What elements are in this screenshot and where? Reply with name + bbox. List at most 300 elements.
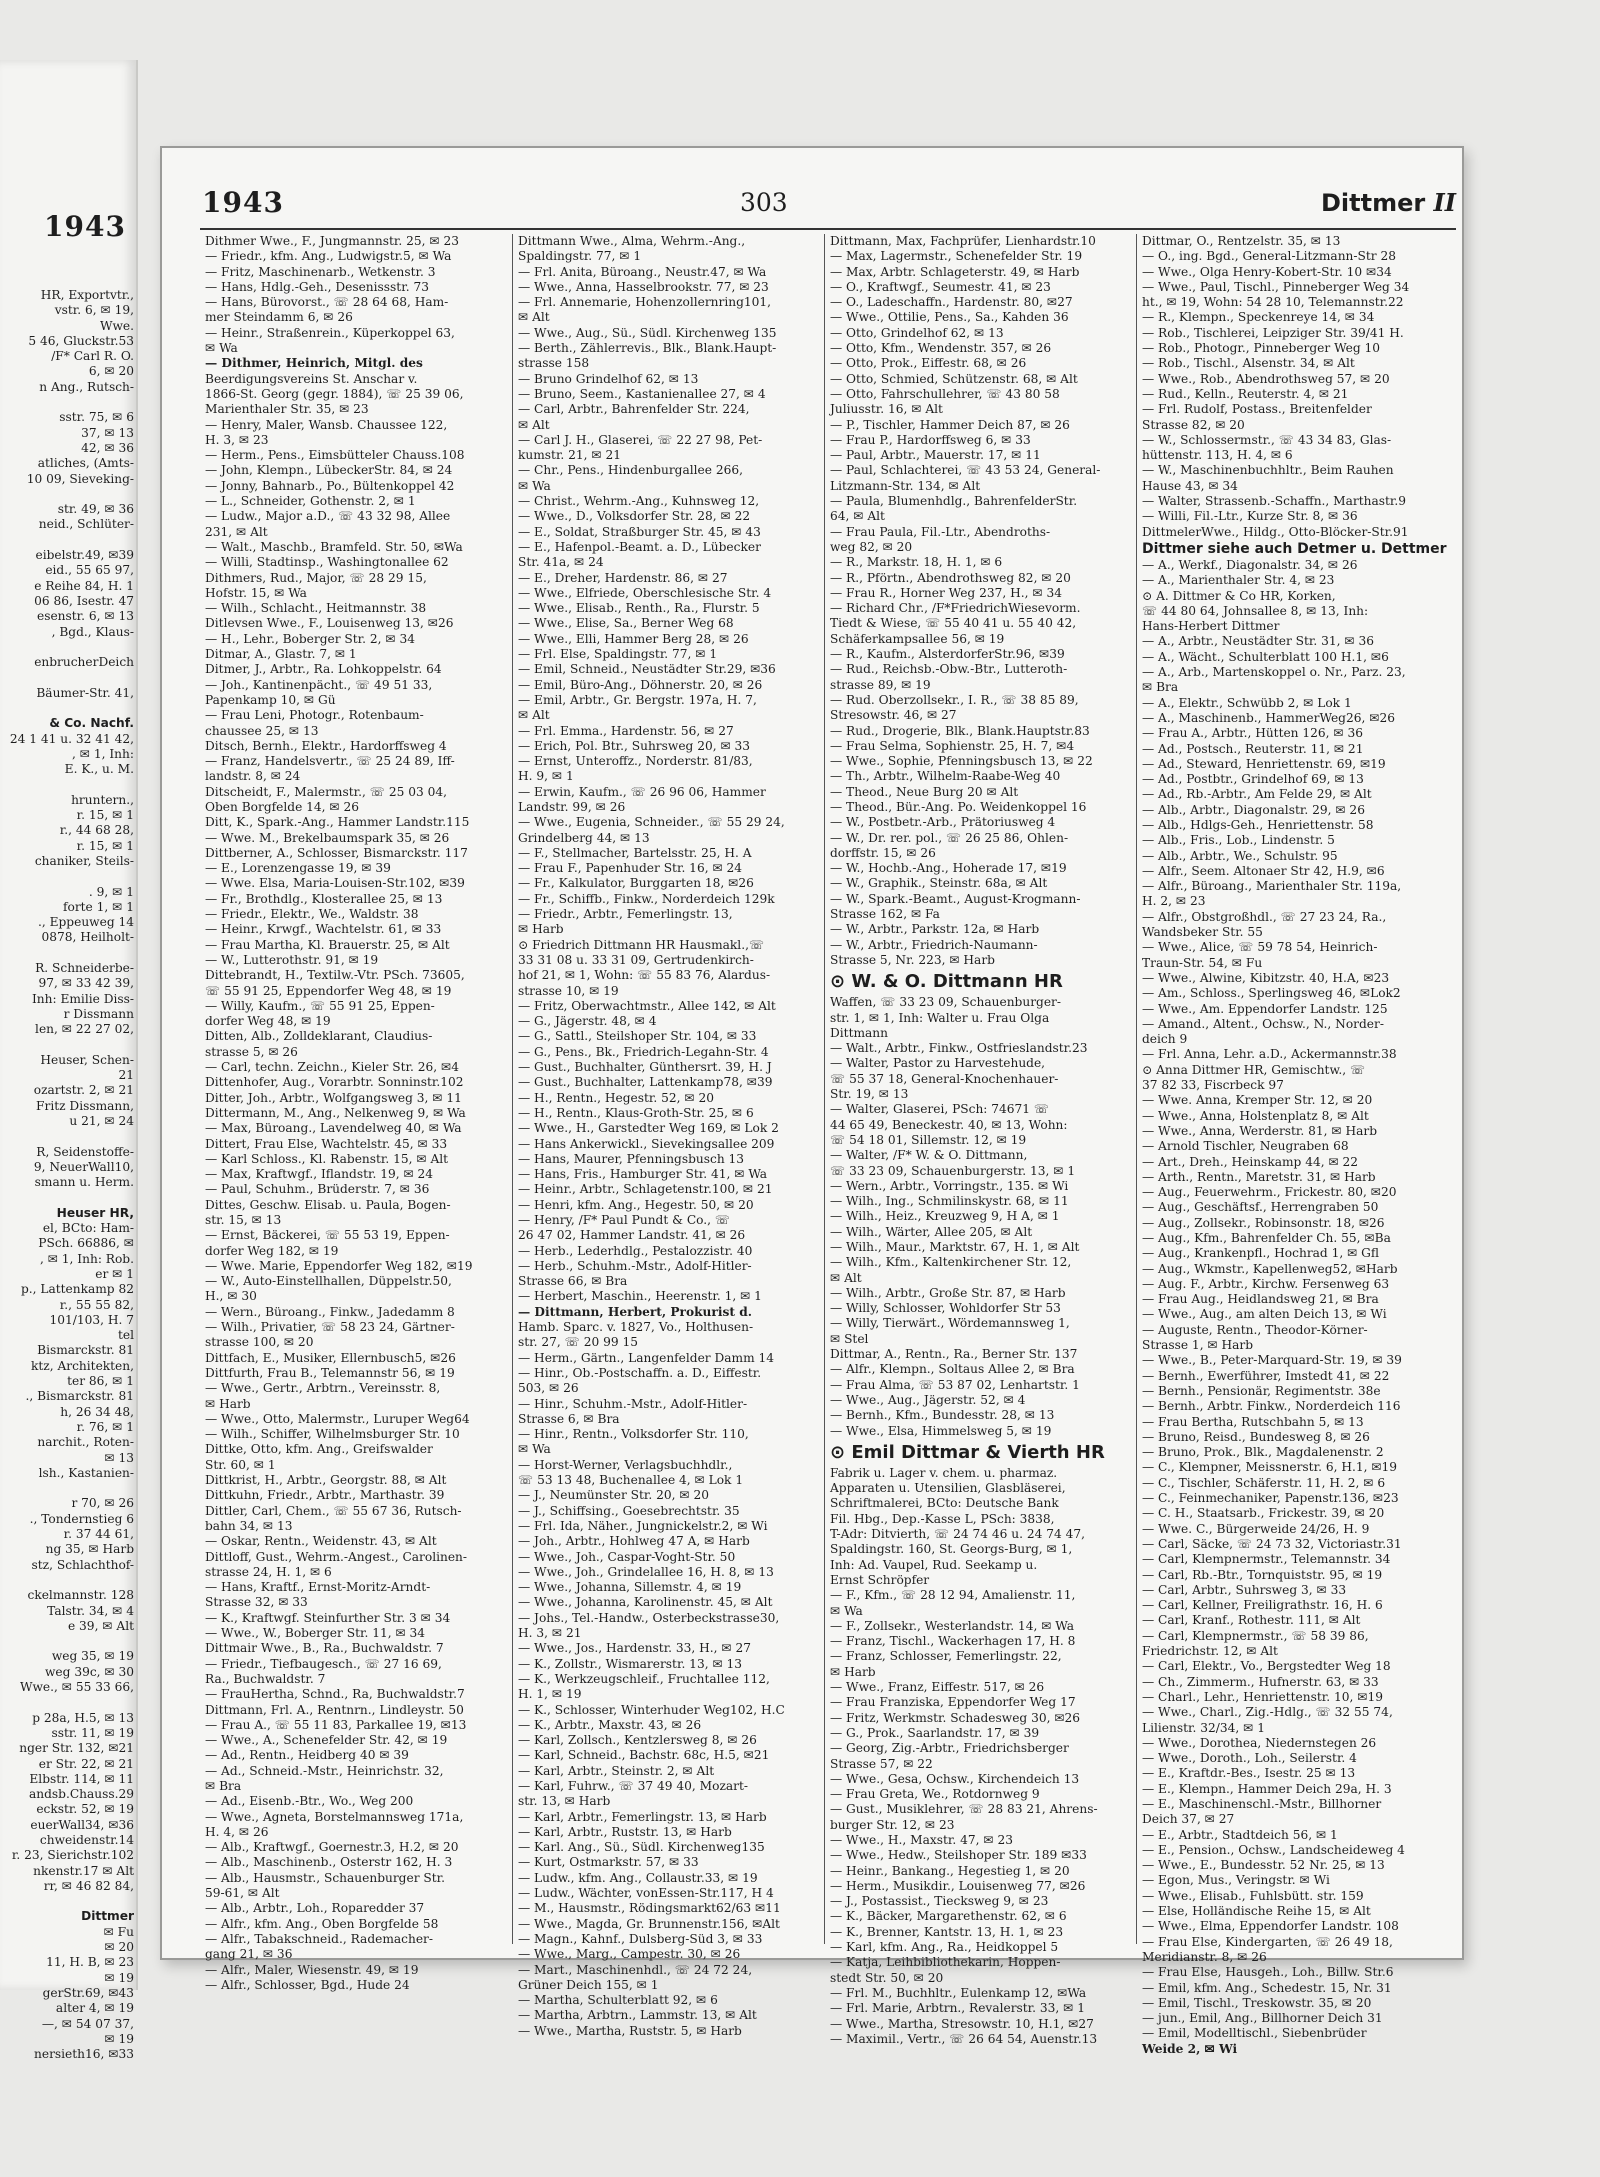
directory-entry: Marienthaler Str. 35, ✉ 23 <box>205 402 369 417</box>
directory-entry: — Wwe., Otto, Malermstr., Luruper Weg64 <box>205 1411 470 1426</box>
directory-entry: Litzmann-Str. 134, ✉ Alt <box>830 478 981 493</box>
directory-entry: — Chr., Pens., Hindenburgallee 266, <box>518 463 743 478</box>
left-page-line: 11, H. B, ✉ 23 <box>46 1955 134 1970</box>
directory-entry: deich 9 <box>1142 1032 1188 1047</box>
left-page-line: weg 39c, ✉ 30 <box>45 1664 134 1679</box>
left-page-line <box>0 1481 136 1496</box>
directory-entry: Strasse 32, ✉ 33 <box>205 1595 308 1610</box>
directory-entry: — Hans Ankerwickl., Sievekingsallee 209 <box>518 1136 775 1151</box>
left-page-line: r., 44 68 28, <box>59 823 134 838</box>
directory-entry: — Bruno Grindelhof 62, ✉ 13 <box>518 371 699 386</box>
directory-entry: — Otto, Kfm., Wendenstr. 357, ✉ 26 <box>830 341 1052 356</box>
directory-entry: — Carl, Klempnermstr., Telemannstr. 34 <box>1142 1552 1391 1567</box>
directory-entry: H. 1, ✉ 19 <box>518 1687 582 1702</box>
directory-entry: — Alb., Arbtr., We., Schulstr. 95 <box>1142 848 1338 863</box>
left-page-line: p., Lattenkamp 82 <box>20 1282 134 1297</box>
directory-entry: bahn 34, ✉ 13 <box>205 1518 293 1533</box>
left-page-line: sstr. 75, ✉ 6 <box>59 410 134 425</box>
directory-entry: Schriftmalerei, BCto: Deutsche Bank <box>830 1496 1059 1511</box>
directory-entry: — Frau Selma, Sophienstr. 25, H. 7, ✉4 <box>830 738 1075 753</box>
left-page-line: 0878, Heilholt- <box>41 930 134 945</box>
directory-entry: — Dithmer, Heinrich, Mitgl. des <box>205 356 423 371</box>
directory-entry: — Bruno, Seem., Kastanienallee 27, ✉ 4 <box>518 386 766 401</box>
left-page-line: E. K., u. M. <box>64 762 134 777</box>
directory-entry: str. 1, ✉ 1, Inh: Walter u. Frau Olga <box>830 1010 1050 1025</box>
directory-entry: — Hans, Fris., Hamburger Str. 41, ✉ Wa <box>518 1167 768 1182</box>
directory-entry: — Wilh., Arbtr., Große Str. 87, ✉ Harb <box>830 1285 1066 1300</box>
directory-entry: — Richard Chr., /F*FriedrichWiesevorm. <box>830 601 1081 616</box>
directory-entry: Dittermann, M., Ang., Nelkenweg 9, ✉ Wa <box>205 1105 466 1120</box>
left-page-line: 97, ✉ 33 42 39, <box>38 976 134 991</box>
directory-entry: — Otto, Prok., Eiffestr. 68, ✉ 26 <box>830 356 1027 371</box>
directory-entry: — O., Kraftwgf., Seumestr. 41, ✉ 23 <box>830 279 1051 294</box>
directory-entry: — Amand., Altent., Ochsw., N., Norder- <box>1142 1016 1384 1031</box>
directory-entry: ✉ Wa <box>830 1603 863 1618</box>
page-number: 303 <box>740 188 788 217</box>
directory-entry: — Wwe., Eugenia, Schneider., ☏ 55 29 24, <box>518 815 785 830</box>
directory-entry: — F., Zollsekr., Westerlandstr. 14, ✉ Wa <box>830 1618 1075 1633</box>
directory-entry: — Willi, Fil.-Ltr., Kurze Str. 8, ✉ 36 <box>1142 509 1358 524</box>
directory-entry: — W., Graphik., Steinstr. 68a, ✉ Alt <box>830 876 1048 891</box>
directory-entry: — Ch., Zimmerm., Hufnerstr. 63, ✉ 33 <box>1142 1674 1379 1689</box>
directory-entry: ✉ Harb <box>830 1664 876 1679</box>
directory-entry: — Frau Franziska, Eppendorfer Weg 17 <box>830 1695 1076 1710</box>
directory-entry: — Karl. Ang., Sü., Südl. Kirchenweg135 <box>518 1840 765 1855</box>
directory-entry: Spaldingstr. 160, St. Georgs-Burg, ✉ 1, <box>830 1542 1073 1557</box>
left-page-line: Dittmer <box>81 1909 134 1924</box>
left-page-line: 24 1 41 u. 32 41 42, <box>9 731 134 746</box>
directory-entry: — Otto, Fahrschullehrer, ☏ 43 80 58 <box>830 386 1060 401</box>
directory-entry: — Ad., Schneid.-Mstr., Heinrichstr. 32, <box>205 1763 444 1778</box>
directory-entry: — Frl. Ida, Näher., Jungnickelstr.2, ✉ Wi <box>518 1518 768 1533</box>
directory-entry: — Aug., Zollsekr., Robinsonstr. 18, ✉26 <box>1142 1215 1385 1230</box>
directory-entry: Dittmer siehe auch Detmer u. Dettmer <box>1142 540 1447 557</box>
directory-entry: — Arnold Tischler, Neugraben 68 <box>1142 1139 1349 1154</box>
left-page-line: ., Bismarckstr. 81 <box>25 1389 134 1404</box>
directory-entry: — Fritz, Maschinenarb., Wetkenstr. 3 <box>205 264 436 279</box>
directory-entry: 231, ✉ Alt <box>205 524 268 539</box>
left-page-line: str. 49, ✉ 36 <box>57 502 134 517</box>
directory-entry: Juliusstr. 16, ✉ Alt <box>830 402 943 417</box>
directory-entry: 44 65 49, Beneckestr. 40, ✉ 13, Wohn: <box>830 1117 1068 1132</box>
directory-entry: — Rud., Reichsb.-Obw.-Btr., Lutteroth- <box>830 662 1068 677</box>
left-page-line: ozartstr. 2, ✉ 21 <box>33 1083 134 1098</box>
left-page-line: 10 09, Sieveking- <box>26 471 134 486</box>
directory-entry: — Wilh., Ing., Schmilinskystr. 68, ✉ 11 <box>830 1194 1069 1209</box>
directory-entry: — Frau A., ☏ 55 11 83, Parkallee 19, ✉13 <box>205 1717 467 1732</box>
directory-entry: Strasse 82, ✉ 20 <box>1142 417 1245 432</box>
directory-entry: ✉ Wa <box>205 341 238 356</box>
directory-entry: — Frau Aug., Heidlandsweg 21, ✉ Bra <box>1142 1292 1379 1307</box>
directory-entry: — R., Markstr. 18, H. 1, ✉ 6 <box>830 555 1003 570</box>
left-page-line: p 28a, H.5, ✉ 13 <box>32 1710 134 1725</box>
directory-entry: — Herm., Gärtn., Langenfelder Damm 14 <box>518 1350 775 1365</box>
left-page-line: r 70, ✉ 26 <box>71 1496 134 1511</box>
directory-entry: — Heinr., Straßenrein., Küperkoppel 63, <box>205 325 455 340</box>
directory-entry: — Wwe., Elise, Sa., Berner Weg 68 <box>518 616 734 631</box>
directory-entry: — Mart., Maschinenhdl., ☏ 24 72 24, <box>518 1962 753 1977</box>
directory-entry: — Frl. Anna, Lehr. a.D., Ackermannstr.38 <box>1142 1047 1397 1062</box>
running-title-name: Dittmer <box>1320 189 1426 217</box>
directory-entry: — Wwe. M., Brekelbaumspark 35, ✉ 26 <box>205 830 450 845</box>
directory-entry: — Alfr., Klempn., Soltaus Allee 2, ✉ Bra <box>830 1362 1075 1377</box>
directory-entry: — Wwe., Johanna, Karolinenstr. 45, ✉ Alt <box>518 1595 773 1610</box>
left-page-line: euerWall34, ✉36 <box>30 1817 134 1832</box>
directory-entry: H. 4, ✉ 26 <box>205 1824 269 1839</box>
left-page-line: R. Schneiderbe- <box>35 961 134 976</box>
directory-entry: — Wwe., Aug., am alten Deich 13, ✉ Wi <box>1142 1307 1387 1322</box>
left-page-line: chaniker, Steils- <box>34 853 134 868</box>
directory-entry: ☏ 33 23 09, Schauenburgerstr. 13, ✉ 1 <box>830 1163 1076 1178</box>
directory-entry: — Emil, Arbtr., Gr. Bergstr. 197a, H. 7, <box>518 692 757 707</box>
directory-entry: — E., Soldat, Straßburger Str. 45, ✉ 43 <box>518 524 761 539</box>
directory-entry: — Alfr., Seem. Altonaer Str 42, H.9, ✉6 <box>1142 863 1385 878</box>
left-page-line: 37, ✉ 13 <box>81 425 134 440</box>
left-page-line <box>0 1129 136 1144</box>
directory-entry: — C., Feinmechaniker, Papenstr.136, ✉23 <box>1142 1491 1399 1506</box>
directory-entry: — W., Dr. rer. pol., ☏ 26 25 86, Ohlen- <box>830 830 1069 845</box>
directory-entry: — Alfr., Maler, Wiesenstr. 49, ✉ 19 <box>205 1962 419 1977</box>
left-page-line: gerStr.69, ✉43 <box>42 1985 134 2000</box>
left-page-line: enbrucherDeich <box>34 655 134 670</box>
directory-entry: Ra., Buchwaldstr. 7 <box>205 1671 326 1686</box>
directory-entry: — Berth., Zählerrevis., Blk., Blank.Haupt- <box>518 341 777 356</box>
directory-entry: — Wwe. Anna, Kremper Str. 12, ✉ 20 <box>1142 1093 1373 1108</box>
directory-entry: Papenkamp 10, ✉ Gü <box>205 692 336 707</box>
directory-entry: Weide 2, ✉ Wi <box>1142 2041 1238 2056</box>
directory-entry: — Hans, Bürovorst., ☏ 28 64 68, Ham- <box>205 295 449 310</box>
directory-entry: — Ad., Steward, Henriettenstr. 69, ✉19 <box>1142 756 1386 771</box>
directory-entry: — A., Maschinenb., HammerWeg26, ✉26 <box>1142 710 1395 725</box>
directory-entry: — Aug., Wkmstr., Kapellenweg52, ✉Harb <box>1142 1261 1398 1276</box>
directory-entry: — K., Brenner, Kantstr. 13, H. 1, ✉ 23 <box>830 1924 1064 1939</box>
directory-entry: — Joh., Arbtr., Hohlweg 47 A, ✉ Harb <box>518 1534 750 1549</box>
directory-entry: Meridianstr. 8, ✉ 26 <box>1142 1949 1267 1964</box>
directory-entry: Str. 60, ✉ 1 <box>205 1457 276 1472</box>
directory-entry: ✉ Wa <box>518 478 551 493</box>
directory-entry: — Otto, Schmied, Schützenstr. 68, ✉ Alt <box>830 371 1078 386</box>
directory-entry: Ditter, Joh., Arbtr., Wolfgangsweg 3, ✉ 11 <box>205 1090 462 1105</box>
directory-entry: strasse 100, ✉ 20 <box>205 1335 314 1350</box>
left-page-line: ✉ Fu <box>103 1924 134 1939</box>
left-page-line: andsb.Chauss.29 <box>28 1787 134 1802</box>
directory-entry: — FrauHertha, Schnd., Ra, Buchwaldstr.7 <box>205 1687 465 1702</box>
directory-entry: H. 9, ✉ 1 <box>518 769 574 784</box>
directory-entry: — Walt., Maschb., Bramfeld. Str. 50, ✉Wa <box>205 539 463 554</box>
directory-entry: Str. 19, ✉ 13 <box>830 1087 909 1102</box>
left-page-line: Talstr. 34, ✉ 4 <box>47 1603 134 1618</box>
directory-entry: — Bernh., Pensionär, Regimentstr. 38e <box>1142 1383 1381 1398</box>
directory-entry: — Wilh., Privatier, ☏ 58 23 24, Gärtner- <box>205 1320 455 1335</box>
left-page-line: e Reihe 84, H. 1 <box>34 578 134 593</box>
directory-entry: — Otto, Grindelhof 62, ✉ 13 <box>830 325 1004 340</box>
left-page-line: tel <box>117 1328 134 1343</box>
directory-entry: strasse 10, ✉ 19 <box>518 983 619 998</box>
directory-entry: 37 82 33, Fiscrbeck 97 <box>1142 1078 1284 1093</box>
directory-entry: — Max, Büroang., Lavendelweg 40, ✉ Wa <box>205 1121 462 1136</box>
directory-entry: — C., Klempner, Meissnerstr. 6, H.1, ✉19 <box>1142 1460 1398 1475</box>
directory-entry: — Ad., Rb.-Arbtr., Am Felde 29, ✉ Alt <box>1142 787 1372 802</box>
directory-entry: — Ludw., kfm. Ang., Collaustr.33, ✉ 19 <box>518 1870 758 1885</box>
directory-entry: 33 31 08 u. 33 31 09, Gertrudenkirch- <box>518 952 754 967</box>
directory-entry: — Wwe., Joh., Grindelallee 16, H. 8, ✉ 13 <box>518 1564 774 1579</box>
directory-entry: — Henry, /F* Paul Pundt & Co., ☏ <box>518 1213 731 1227</box>
directory-entry: — Friedr., Arbtr., Femerlingstr. 13, <box>518 907 733 922</box>
left-page-line: /F* Carl R. O. <box>51 349 134 364</box>
directory-entry: ✉ Alt <box>518 708 550 723</box>
directory-entry: — Wwe., Jos., Hardenstr. 33, H., ✉ 27 <box>518 1641 752 1656</box>
directory-entry: — Wwe., Martha, Ruststr. 5, ✉ Harb <box>518 2023 742 2038</box>
left-page-line: . 9, ✉ 1 <box>88 884 134 899</box>
directory-entry: — Karl, kfm. Ang., Ra., Heidkoppel 5 <box>830 1940 1059 1955</box>
directory-entry: — W., Arbtr., Parkstr. 12a, ✉ Harb <box>830 922 1040 937</box>
directory-entry: landstr. 8, ✉ 24 <box>205 769 301 784</box>
left-page-line: 5 46, Gluckstr.53 <box>28 333 134 348</box>
left-page-line: Bäumer-Str. 41, <box>36 685 134 700</box>
directory-entry: — G., Jägerstr. 48, ✉ 4 <box>518 1014 657 1029</box>
directory-entry: — Herm., Pens., Eimsbütteler Chauss.108 <box>205 448 465 463</box>
left-page-line: ✉ 13 <box>104 1450 134 1465</box>
directory-entry: — Frl. Emma., Hardenstr. 56, ✉ 27 <box>518 723 734 738</box>
directory-entry: — G., Pens., Bk., Friedrich-Legahn-Str. 4 <box>518 1044 769 1059</box>
directory-entry: Apparaten u. Utensilien, Glasbläserei, <box>830 1481 1066 1496</box>
directory-entry: — Max, Lagermstr., Schenefelder Str. 19 <box>830 249 1083 264</box>
directory-entry: T-Adr: Ditvierth, ☏ 24 74 46 u. 24 74 47, <box>830 1527 1085 1542</box>
left-page-line: , ✉ 1, Inh: Rob. <box>39 1251 134 1266</box>
directory-entry: gang 21, ✉ 36 <box>205 1947 293 1962</box>
column-1 <box>200 234 494 1992</box>
directory-entry: — Johs., Tel.-Handw., Osterbeckstrasse30, <box>518 1610 780 1625</box>
directory-entry: — K., Werkzeugschleif., Fruchtallee 112, <box>518 1671 770 1686</box>
directory-entry: — Alfr., kfm. Ang., Oben Borgfelde 58 <box>205 1916 439 1931</box>
directory-entry: — Alfr., Schlosser, Bgd., Hude 24 <box>205 1977 410 1992</box>
directory-entry: Ditlevsen Wwe., F., Louisenweg 13, ✉26 <box>205 616 454 631</box>
directory-entry: Str. 41a, ✉ 24 <box>518 555 604 570</box>
directory-entry: — A., Arb., Martenskoppel o. Nr., Parz. 23, <box>1142 665 1406 680</box>
directory-entry: — Fr., Schiffb., Finkw., Norderdeich 129k <box>518 891 775 906</box>
directory-entry: — Wilh., Wärter, Allee 205, ✉ Alt <box>830 1224 1033 1239</box>
directory-entry: — Karl, Arbtr., Ruststr. 13, ✉ Harb <box>518 1824 732 1839</box>
directory-entry: — E., Maschinenschl.-Mstr., Billhorner <box>1142 1796 1382 1811</box>
directory-entry: — Ernst, Bäckerei, ☏ 55 53 19, Eppen- <box>205 1228 450 1243</box>
left-page-line <box>0 395 136 410</box>
directory-entry: — Theod., Neue Burg 20 ✉ Alt <box>830 784 1019 799</box>
directory-entry: — Karl, Schneid., Bachstr. 68c, H.5, ✉21 <box>518 1748 770 1763</box>
directory-entry: 64, ✉ Alt <box>830 509 885 524</box>
directory-entry: Ditten, Alb., Zolldeklarant, Claudius- <box>205 1029 433 1044</box>
directory-entry: — Rud., Drogerie, Blk., Blank.Hauptstr.83 <box>830 723 1090 738</box>
left-page-year: 1943 <box>44 210 126 243</box>
directory-entry: — E., Arbtr., Stadtdeich 56, ✉ 1 <box>1142 1827 1338 1842</box>
directory-entry: Dittmair Wwe., B., Ra., Buchwaldstr. 7 <box>205 1641 444 1656</box>
directory-entry: ✉ Harb <box>518 922 564 937</box>
directory-entry: Ditscheidt, F., Malermstr., ☏ 25 03 04, <box>205 784 447 799</box>
directory-entry: — Paul, Schlachterei, ☏ 43 53 24, General- <box>830 463 1101 478</box>
left-page-line: , ✉ 1, Inh: <box>72 746 134 761</box>
directory-entry: — Franz, Schlosser, Femerlingstr. 22, <box>830 1649 1062 1664</box>
directory-entry: ☏ 55 91 25, Eppendorfer Weg 48, ✉ 19 <box>205 983 452 998</box>
directory-entry: Dittke, Otto, kfm. Ang., Greifswalder <box>205 1442 433 1457</box>
directory-entry: H. 2, ✉ 23 <box>1142 894 1206 909</box>
directory-entry: dorfer Weg 48, ✉ 19 <box>205 1014 331 1029</box>
directory-entry: Lilienstr. 32/34, ✉ 1 <box>1142 1720 1265 1735</box>
left-page-line: ter 86, ✉ 1 <box>67 1374 134 1389</box>
directory-entry: — Franz, Tischl., Wackerhagen 17, H. 8 <box>830 1634 1076 1649</box>
directory-entry: ✉ Alt <box>518 417 550 432</box>
left-page-line <box>0 1894 136 1909</box>
left-page-line <box>0 487 136 502</box>
directory-entry: — Frl. Else, Spaldingstr. 77, ✉ 1 <box>518 647 718 662</box>
directory-entry: mer Steindamm 6, ✉ 26 <box>205 310 353 325</box>
left-page-line: rr, ✉ 46 82 84, <box>43 1878 134 1893</box>
header-year: 1943 <box>202 186 284 219</box>
directory-entry: — Wwe., Anna, Holstenplatz 8, ✉ Alt <box>1142 1108 1369 1123</box>
directory-entry: — Alb., Arbtr., Loh., Roparedder 37 <box>205 1901 425 1916</box>
directory-entry: — Horst-Werner, Verlagsbuchhdlr., <box>518 1457 733 1472</box>
directory-entry: strasse 89, ✉ 19 <box>830 677 931 692</box>
directory-entry: — J., Schiffsing., Goesebrechtstr. 35 <box>518 1503 740 1518</box>
left-page-line: ., Tondernstieg 6 <box>29 1511 134 1526</box>
directory-entry: weg 82, ✉ 20 <box>830 539 913 554</box>
directory-entry: — Wwe., Charl., Zig.-Hdlg., ☏ 32 55 74, <box>1142 1705 1393 1720</box>
directory-entry: — Wwe., Gertr., Arbtrn., Vereinsstr. 8, <box>205 1381 441 1396</box>
directory-entry: Dittfurth, Frau B., Telemannstr 56, ✉ 19 <box>205 1365 455 1380</box>
left-page-line: R, Seidenstoffe- <box>36 1144 134 1159</box>
directory-entry: — Christ., Wehrm.-Ang., Kuhnsweg 12, <box>518 494 760 509</box>
directory-entry: — Henry, Maler, Wansb. Chaussee 122, <box>205 417 448 432</box>
column-2 <box>512 234 807 2038</box>
directory-entry: ✉ Alt <box>830 1270 862 1285</box>
directory-entry: — Frau Greta, We., Rotdornweg 9 <box>830 1787 1040 1802</box>
directory-entry: Dittebrandt, H., Textilw.-Vtr. PSch. 73605, <box>205 968 465 983</box>
left-page-line <box>0 778 136 793</box>
directory-entry: — Friedr., Elektr., We., Waldstr. 38 <box>205 907 419 922</box>
directory-entry: Ditt, K., Spark.-Ang., Hammer Landstr.115 <box>205 815 470 830</box>
left-page-line: Heuser, Schen- <box>40 1052 134 1067</box>
directory-entry: ⊙ Anna Dittmer HR, Gemischtw., ☏ <box>1142 1062 1366 1077</box>
directory-entry: ☏ 55 37 18, General-Knochenhauer- <box>830 1071 1059 1086</box>
directory-entry: — Wwe., Marg., Campestr. 30, ✉ 26 <box>518 1947 741 1962</box>
directory-entry: — Wwe., W., Boberger Str. 11, ✉ 34 <box>205 1626 426 1641</box>
directory-entry: — Wwe. Elsa, Maria-Louisen-Str.102, ✉39 <box>205 876 465 891</box>
directory-entry: — Th., Arbtr., Wilhelm-Raabe-Weg 40 <box>830 769 1061 784</box>
directory-entry: 1866-St. Georg (gegr. 1884), ☏ 25 39 06, <box>205 386 464 401</box>
page-header <box>200 186 1456 228</box>
directory-entry: — Friedr., kfm. Ang., Ludwigstr.5, ✉ Wa <box>205 249 452 264</box>
directory-entry: — Alb., Hausmstr., Schauenburger Str. <box>205 1870 445 1885</box>
directory-entry: — Carl, Rb.-Btr., Tornquiststr. 95, ✉ 19 <box>1142 1567 1383 1582</box>
directory-entry: — Wwe., Anna, Werderstr. 81, ✉ Harb <box>1142 1123 1378 1138</box>
directory-entry: — J., Neumünster Str. 20, ✉ 20 <box>518 1488 709 1503</box>
directory-entry: — Alfr., Obstgroßhdl., ☏ 27 23 24, Ra., <box>1142 909 1387 924</box>
left-page-line: weg 35, ✉ 19 <box>51 1649 134 1664</box>
directory-entry: — Theod., Bür.-Ang. Po. Weidenkoppel 16 <box>830 799 1087 814</box>
left-page-line: chweidenstr.14 <box>39 1832 134 1847</box>
directory-entry: Ernst Schröpfer <box>830 1572 930 1587</box>
directory-entry: — Wwe., H., Maxstr. 47, ✉ 23 <box>830 1832 1013 1847</box>
directory-entry: — E., Dreher, Hardenstr. 86, ✉ 27 <box>518 570 728 585</box>
left-page-line: narchit., Roten- <box>37 1435 134 1450</box>
left-page-line <box>0 1634 136 1649</box>
directory-entry: Dittenhofer, Aug., Vorarbtr. Sonninstr.102 <box>205 1075 464 1090</box>
directory-entry: — Bruno, Reisd., Bundesweg 8, ✉ 26 <box>1142 1429 1370 1444</box>
left-page-line: nersieth16, ✉33 <box>34 2047 134 2062</box>
left-page-line <box>0 670 136 685</box>
left-page-line: Fritz Dissmann, <box>36 1098 134 1113</box>
left-page-line: eckstr. 52, ✉ 19 <box>36 1802 134 1817</box>
directory-entry: — G., Sattl., Steilshoper Str. 104, ✉ 33 <box>518 1029 757 1044</box>
directory-entry: — Walter, /F* W. & O. Dittmann, <box>830 1148 1028 1163</box>
directory-entry: — Frl. Rudolf, Postass., Breitenfelder <box>1142 402 1372 417</box>
directory-entry: — Alb., Arbtr., Diagonalstr. 29, ✉ 26 <box>1142 802 1365 817</box>
left-page-column <box>0 288 136 2062</box>
directory-entry: — E., Pension., Ochsw., Landscheideweg 4 <box>1142 1842 1405 1857</box>
directory-entry: Dittmann <box>830 1025 888 1040</box>
left-page-line: n Ang., Rutsch- <box>39 379 134 394</box>
directory-entry: — K., Zollstr., Wismarerstr. 13, ✉ 13 <box>518 1656 743 1671</box>
directory-entry: Dittert, Frau Else, Wachtelstr. 45, ✉ 33 <box>205 1136 448 1151</box>
directory-entry: — Herb., Lederhdlg., Pestalozzistr. 40 <box>518 1243 753 1258</box>
directory-entry: Strasse 57, ✉ 22 <box>830 1756 933 1771</box>
directory-entry: — A., Marienthaler Str. 4, ✉ 23 <box>1142 573 1335 588</box>
left-page-line: 42, ✉ 36 <box>81 440 134 455</box>
directory-entry: — E., Kraftdr.-Bes., Isestr. 25 ✉ 13 <box>1142 1766 1356 1781</box>
left-page-line: r. 23, Sierichstr.102 <box>11 1848 134 1863</box>
directory-entry: hof 21, ✉ 1, Wohn: ☏ 55 83 76, Alardus- <box>518 968 771 983</box>
directory-entry: — Alb., Fris., Lob., Lindenstr. 5 <box>1142 833 1335 848</box>
directory-entry: — Frl. M., Buchhltr., Eulenkamp 12, ✉Wa <box>830 1985 1087 2000</box>
directory-entry: str. 27, ☏ 20 99 15 <box>518 1335 639 1350</box>
directory-entry: — Aug., Krankenpfl., Hochrad 1, ✉ Gfl <box>1142 1246 1380 1261</box>
directory-entry: — Bernh., Arbtr. Finkw., Norderdeich 116 <box>1142 1399 1401 1414</box>
left-page-line: len, ✉ 22 27 02, <box>35 1022 134 1037</box>
directory-entry: — Katja, Leihbibliothekarin, Hoppen- <box>830 1955 1061 1970</box>
column-3 <box>824 234 1119 2046</box>
directory-entry: — Frau F., Papenhuder Str. 16, ✉ 24 <box>518 861 743 876</box>
directory-entry: — Willy, Kaufm., ☏ 55 91 25, Eppen- <box>205 998 435 1013</box>
directory-entry: Hause 43, ✉ 34 <box>1142 478 1238 493</box>
directory-entry: strasse 24, H. 1, ✉ 6 <box>205 1564 332 1579</box>
directory-entry: — Alfr., Tabakschneid., Rademacher- <box>205 1931 433 1946</box>
directory-entry: — R., Pförtn., Abendrothsweg 82, ✉ 20 <box>830 570 1071 585</box>
running-title <box>1321 188 1456 217</box>
directory-entry: — P., Tischler, Hammer Deich 87, ✉ 26 <box>830 417 1070 432</box>
directory-entry: — Wwe. Marie, Eppendorfer Weg 182, ✉19 <box>205 1258 473 1273</box>
page-content <box>200 178 1456 2056</box>
directory-entry: — Hinr., Schuhm.-Mstr., Adolf-Hitler- <box>518 1396 748 1411</box>
left-page-line: nkenstr.17 ✉ Alt <box>33 1863 134 1878</box>
left-page-line: u 21, ✉ 24 <box>69 1114 134 1129</box>
directory-entry: — Fritz, Oberwachtmstr., Allee 142, ✉ Alt <box>518 998 776 1013</box>
directory-entry: Ditmar, A., Glastr. 7, ✉ 1 <box>205 647 357 662</box>
directory-entry: Strasse 1, ✉ Harb <box>1142 1338 1254 1353</box>
directory-entry: — Wwe., Elisab., Renth., Ra., Flurstr. 5 <box>518 601 760 616</box>
left-page-line <box>0 1695 136 1710</box>
directory-entry: H. 3, ✉ 21 <box>518 1626 582 1641</box>
directory-entry: Dithmers, Rud., Major, ☏ 28 29 15, <box>205 570 427 585</box>
directory-entry: — Frau Paula, Fil.-Ltr., Abendroths- <box>830 524 1051 539</box>
directory-entry: — Wwe., Aug., Sü., Südl. Kirchenweg 135 <box>518 325 777 340</box>
directory-entry: — K., Kraftwgf. Steinfurther Str. 3 ✉ 34 <box>205 1610 451 1625</box>
left-page-line: Elbstr. 114, ✉ 11 <box>29 1771 134 1786</box>
left-page-line: r Dissmann <box>63 1006 134 1021</box>
directory-entry: — Else, Holländische Reihe 15, ✉ Alt <box>1142 1904 1371 1919</box>
left-page-line <box>0 1573 136 1588</box>
directory-entry: ✉ Stel <box>830 1331 869 1346</box>
directory-entry: — Hans, Kraftf., Ernst-Moritz-Arndt- <box>205 1580 431 1595</box>
directory-entry: — Walter, Pastor zu Harvestehude, <box>830 1056 1046 1071</box>
directory-entry: Deich 37, ✉ 27 <box>1142 1812 1235 1827</box>
